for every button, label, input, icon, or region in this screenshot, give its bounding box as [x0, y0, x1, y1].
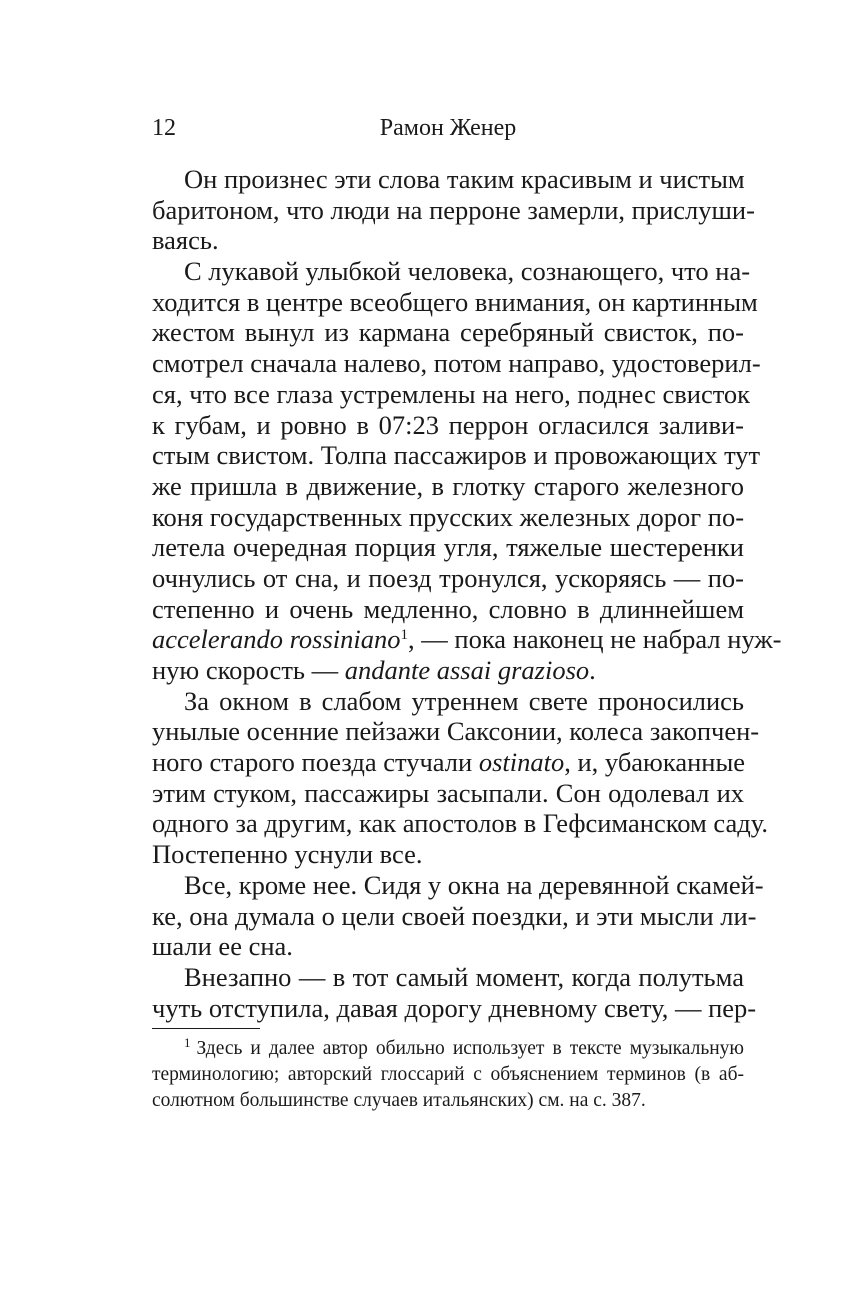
- text-line: Внезапно — в тот самый момент, когда полутьма: [184, 961, 744, 992]
- footnote-divider: [152, 1028, 260, 1029]
- text-line: стым свистом. Толпа пассажиров и провожающих тут: [152, 440, 761, 471]
- text-fragment: Здесь и далее автор обильно использует в тексте музыкальную: [196, 1038, 744, 1059]
- main-text: [152, 164, 782, 1023]
- text-line: ке, она думала о цели своей поездки, и эти мысли ли-: [152, 900, 757, 931]
- text-line: летела очередная порция угля, тяжелые шестеренки: [152, 532, 744, 563]
- text-fragment: ную скорость —: [152, 655, 345, 685]
- text-line: коня государственных прусских железных дорог по-: [152, 501, 745, 532]
- footnote-line: [152, 1036, 744, 1062]
- text-line: Он произнес эти слова таким красивым и чистым: [184, 164, 745, 194]
- text-line: шали ее сна.: [152, 931, 293, 962]
- text-fragment: , и, убаюканные: [564, 747, 746, 778]
- text-line: Постепенно уснули все.: [152, 839, 423, 870]
- text-line: жестом вынул из кармана серебряный свисток, по-: [152, 317, 744, 348]
- footnote-line: терминологию; авторский глоссарий с объяснением терминов (в аб-: [152, 1064, 744, 1085]
- italic-term: ostinato: [478, 747, 565, 778]
- text-line: очнулись от сна, и поезд тронулся, ускоряясь — по-: [152, 562, 744, 593]
- text-line: к губам, и ровно в 07:23 перрон огласился заливи-: [152, 409, 744, 440]
- text-line: ся, что все глаза устремлены на него, поднес свисток: [152, 378, 751, 409]
- text-line: Все, кроме нее. Сидя у окна на деревянной скамей-: [184, 869, 764, 900]
- text-line: ваясь.: [152, 225, 219, 256]
- running-head: Рамон Женер: [379, 115, 517, 141]
- page-number: 12: [152, 115, 176, 141]
- text-line: ходится в центре всеобщего внимания, он картинным: [152, 286, 758, 317]
- italic-term: accelerando rossiniano: [152, 624, 401, 655]
- text-line: [152, 747, 744, 778]
- text-line: этим стуком, пассажиры засыпали. Сон одолевал их: [152, 777, 744, 808]
- text-fragment: , — пока наконец не набрал нуж-: [408, 624, 782, 655]
- text-line: унылые осенние пейзажи Саксонии, колеса закопчен-: [152, 716, 760, 747]
- text-line: За окном в слабом утреннем свете проносились: [184, 685, 744, 716]
- text-line: чуть отступила, давая дорогу дневному свету, — пер-: [152, 992, 757, 1023]
- page-header: [152, 112, 744, 144]
- text-line: смотрел сначала налево, потом направо, удостоверил-: [152, 348, 761, 379]
- text-line: [152, 655, 744, 686]
- footnote-reference[interactable]: 1: [400, 627, 409, 644]
- text-line: [152, 624, 782, 655]
- text-fragment: .: [589, 655, 596, 685]
- italic-term: andante assai grazioso: [344, 655, 590, 685]
- text-line: одного за другим, как апостолов в Гефсиманском саду.: [152, 808, 768, 839]
- text-fragment: ного старого поезда стучали: [152, 747, 479, 778]
- text-line: же пришла в движение, в глотку старого железного: [152, 470, 744, 501]
- text-line: баритоном, что люди на перроне замерли, прислуши-: [152, 194, 755, 225]
- footnote-marker: 1: [184, 1035, 191, 1050]
- text-line: С лукавой улыбкой человека, сознающего, что на-: [184, 256, 751, 287]
- text-line: степенно и очень медленно, словно в длиннейшем: [152, 593, 744, 624]
- footnote-line: солютном большинстве случаев итальянских) см. на с. 387.: [152, 1090, 646, 1111]
- footnote: [152, 1036, 744, 1114]
